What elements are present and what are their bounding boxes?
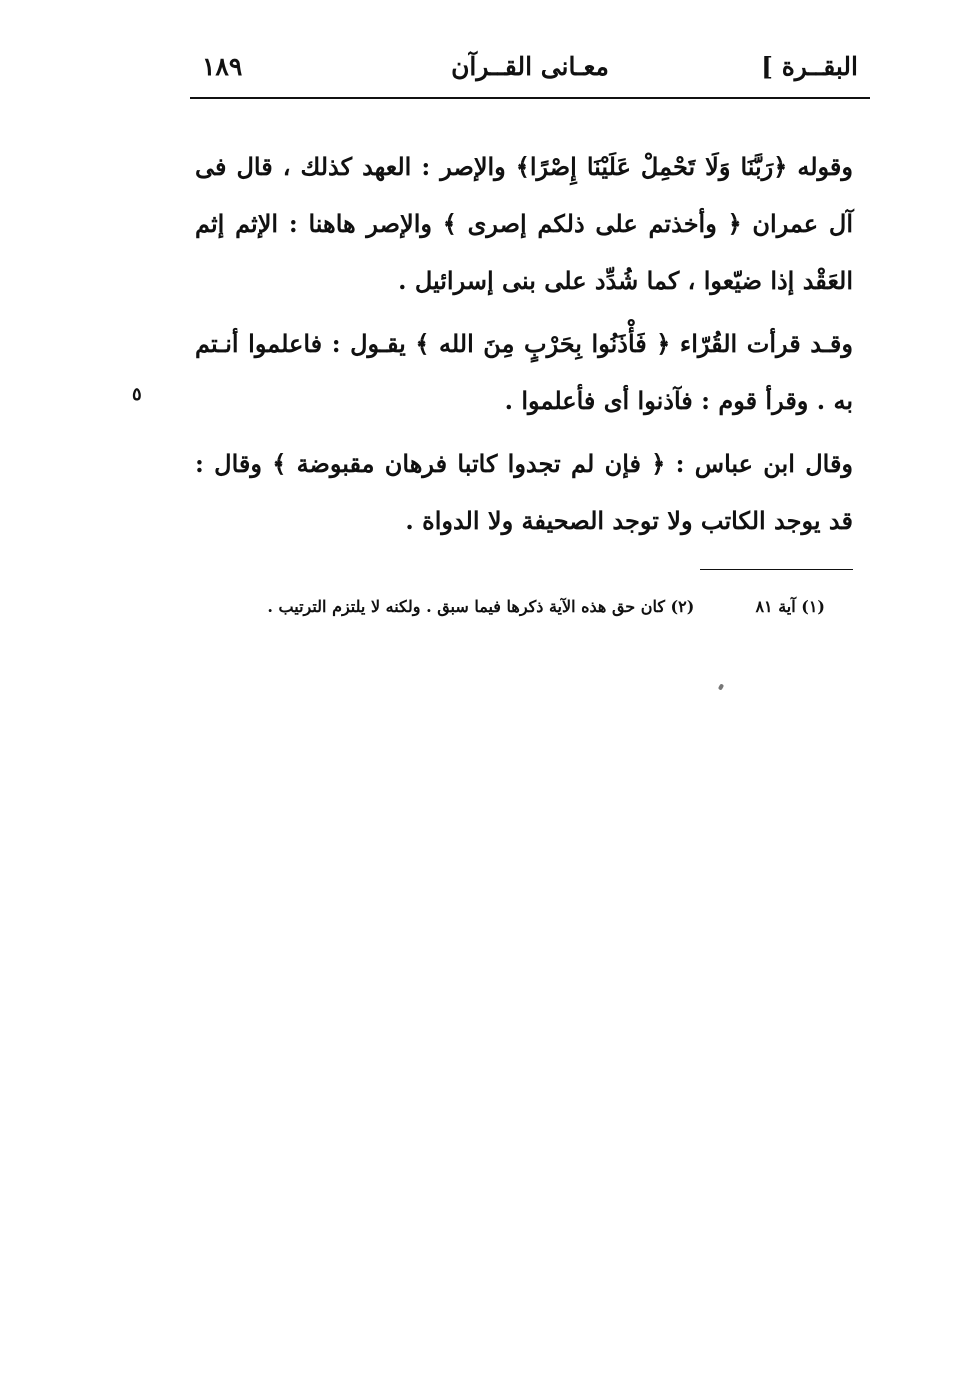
surah-name: البقــرة ] [761, 52, 858, 81]
paragraph-3: وقال ابن عباس : ﴿ فإن لم تجدوا كاتبا فرهان مقبوضة ﴾ وقال : قد يوجد الكاتب ولا توجد الصحيفة ولا الدواة . [195, 449, 853, 535]
footnote-rule [700, 569, 853, 570]
margin-line-number: ٥ [132, 384, 142, 405]
paragraph-2: وقـد قرأت القُرّاء ﴿ فَأْذَنُوا بِحَرْبٍ مِنَ الله ﴾ يقـول : فاعلموا أنـتم به . وقرأ قوم : فآذنوا أى فأعلموا . [195, 329, 853, 415]
footnote-1: (١) آية ٨١ [755, 597, 825, 616]
header-rule [190, 97, 870, 99]
paragraph-1: وقوله ﴿رَبَّنَا وَلَا تَحْمِلْ عَلَيْنَا إِصْرًا﴾ والإصر : العهد كذلك ، قال فى آل عمران ﴿ وأخذتم على ذلكم إصرى ﴾ والإصر هاهنا : الإثم إثم العَقْد إذا ضيّعوا ، كما شُدِّد على بنى إسرائيل . [195, 152, 853, 295]
book-title: معـانى القــرآن [451, 52, 609, 81]
footnote-2: (٢) كان حق هذه الآية ذكرها فيما سبق . ولكنه لا يلتزم الترتيب . [267, 597, 695, 616]
running-header [190, 52, 870, 96]
print-speck [718, 683, 724, 690]
main-text [195, 138, 853, 549]
footnotes [200, 597, 825, 616]
page-number: ١٨٩ [202, 52, 243, 81]
